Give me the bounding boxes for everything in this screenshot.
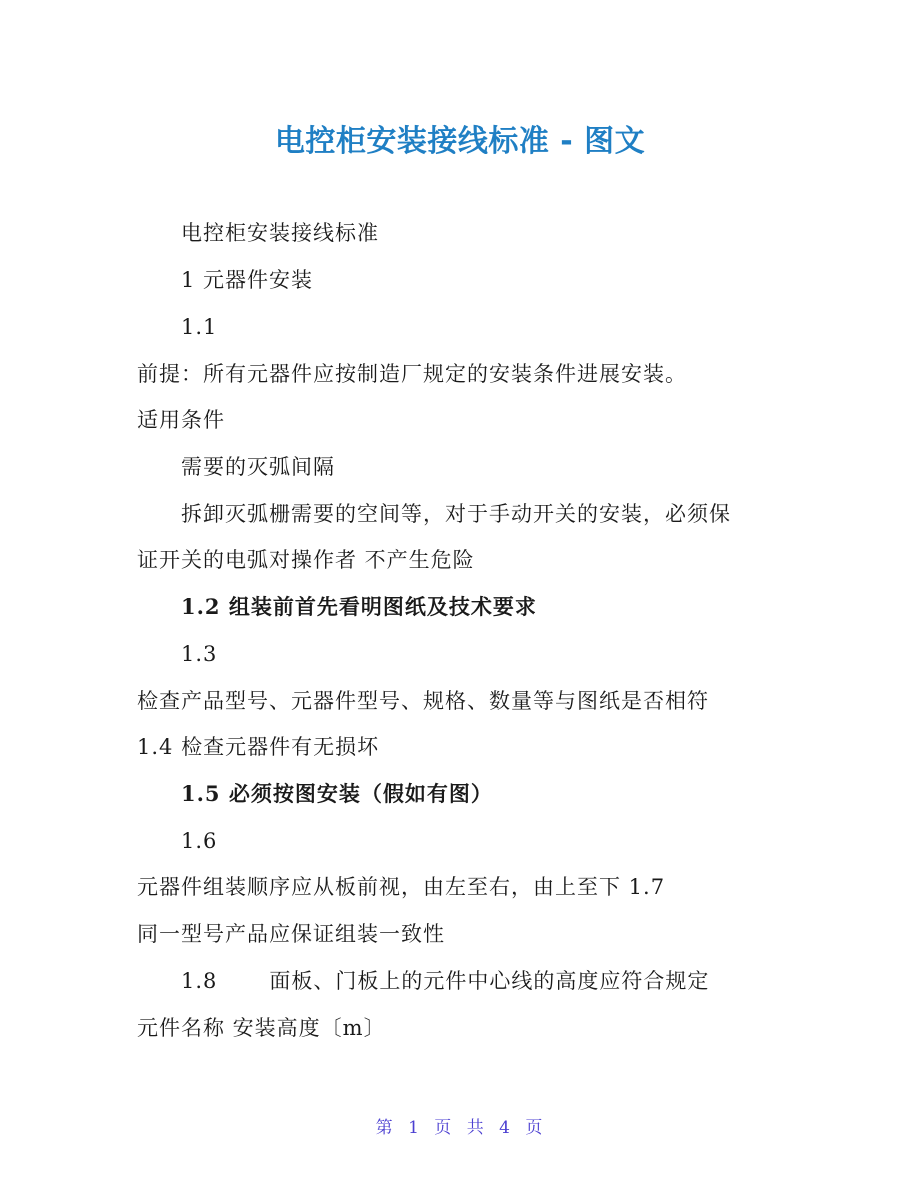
item-1-3-number: 1.3 [181,642,218,666]
item-1-1-number: 1.1 [181,315,218,339]
paragraph-line: 检查产品型号、元器件型号、规格、数量等与图纸是否相符 [137,689,709,713]
document-title: 电控柜安装接线标准 - 图文 [274,124,646,159]
paragraph-line: 需要的灭弧间隔 [181,455,335,479]
section-heading: 电控柜安装接线标准 [181,221,379,245]
item-1-5-heading: 1.5 必须按图安装（假如有图） [181,781,493,806]
item-1-6-number: 1.6 [181,829,218,853]
item-1-4-line: 1.4 检查元器件有无损坏 [137,735,380,759]
paragraph-line: 拆卸灭弧栅需要的空间等，对于手动开关的安装，必须保 [181,502,731,526]
paragraph-line: 证开关的电弧对操作者 不产生危险 [137,548,475,572]
section-1-heading: 1 元器件安装 [181,268,314,292]
paragraph-line: 前提：所有元器件应按制造厂规定的安装条件进展安装。 [137,362,687,386]
item-1-8-line [181,966,709,996]
item-1-8-number: 1.8 [181,969,218,993]
item-1-2-heading: 1.2 组装前首先看明图纸及技术要求 [181,594,537,619]
paragraph-line: 元器件组装顺序应从板前视，由左至右，由上至下 1.7 [137,875,666,899]
paragraph-line: 元件名称 安装高度〔m〕 [137,1016,386,1040]
page-footer: 第 1 页 共 4 页 [375,1118,545,1138]
paragraph-line: 适用条件 [137,408,225,432]
item-1-8-text: 面板、门板上的元件中心线的高度应符合规定 [269,969,710,993]
paragraph-line: 同一型号产品应保证组装一致性 [137,922,445,946]
